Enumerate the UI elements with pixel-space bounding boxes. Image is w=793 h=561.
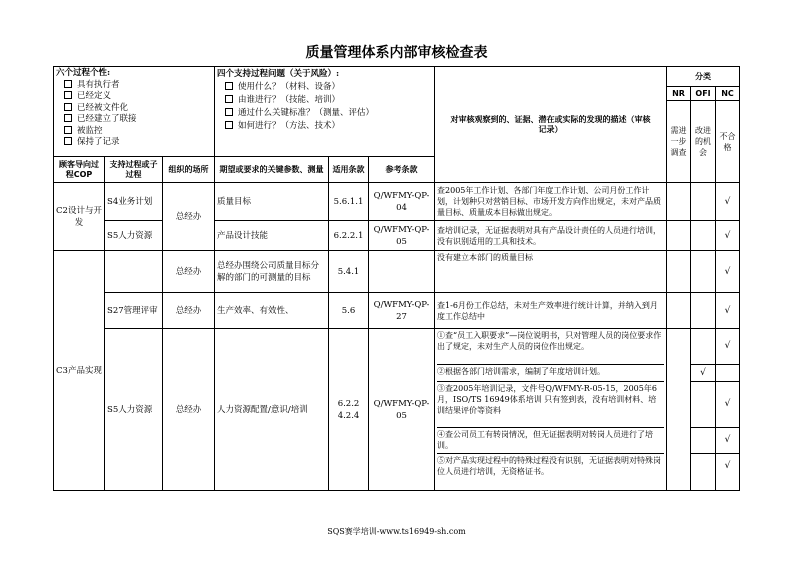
table-row	[54, 183, 740, 221]
col-support: 支持过程或子过程	[105, 157, 163, 183]
nc-mark: √	[716, 382, 739, 428]
cop-c3: C3产品实现	[54, 251, 105, 491]
six-process-title: 六个过程个性:	[56, 68, 111, 78]
org-cell: 总经办	[163, 293, 215, 329]
ref-cell: Q/WFMY-QP-05	[369, 329, 435, 491]
expect-cell: 质量目标	[215, 183, 329, 221]
checkbox-icon[interactable]	[225, 95, 233, 103]
nc-desc: 不合格	[716, 101, 740, 183]
checkbox-icon[interactable]	[225, 121, 233, 129]
four-support-title: 四个支持过程问题（关于风险）:	[217, 69, 340, 79]
clause-cell: 6.2.2 4.2.4	[329, 329, 369, 491]
checkbox-item: 通过什么关键标准？（测量、评估）	[217, 107, 432, 120]
ofi-desc: 改进的机会	[691, 101, 716, 183]
checkbox-icon[interactable]	[64, 126, 72, 134]
table-row	[54, 293, 740, 329]
expect-cell: 总经办围绕公司质量目标分解的部门的可测量的目标	[215, 251, 329, 293]
findings-header: 对审核观察到的、证据、潜在或实际的发现的描述（审核记录）	[435, 67, 667, 183]
support-s5: S5人力资源	[105, 329, 163, 491]
clause-cell: 5.4.1	[329, 251, 369, 293]
checkbox-icon[interactable]	[225, 82, 233, 90]
nc-column	[716, 329, 740, 491]
checkbox-item: 具有执行者	[56, 80, 212, 92]
expect-cell: 人力资源配置/意识/培训	[215, 329, 329, 491]
checkbox-item: 被监控	[56, 126, 212, 138]
clause-cell: 5.6.1.1	[329, 183, 369, 221]
finding-item: ②根据各部门培训需求，编制了年度培训计划。	[437, 365, 664, 382]
finding-item: ①查“员工入职要求”—岗位说明书，只对管理人员的岗位要求作出了规定，未对生产人员的岗位作出规定。	[437, 329, 664, 365]
four-support-cell	[215, 67, 435, 157]
col-cop: 顾客导向过程COP	[54, 157, 105, 183]
checkbox-item: 如何进行？（方法、技术）	[217, 120, 432, 133]
nc-mark: √	[716, 221, 740, 251]
expect-cell: 产品设计技能	[215, 221, 329, 251]
ofi-mark: √	[691, 365, 715, 382]
ofi-column	[691, 329, 716, 491]
ref-cell: Q/WFMY-QP-04	[369, 183, 435, 221]
finding-item: ③查2005年培训记录，文件号Q/WFMY-R-05-15，2005年6月，ISO/TS 16949体系培训 只有签到表，没有培训材料、培训结果评价等资料	[437, 382, 664, 428]
nc-mark: √	[716, 293, 740, 329]
ref-cell: Q/WFMY-QP-05	[369, 221, 435, 251]
col-expect: 期望或要求的关键参数、测量	[215, 157, 329, 183]
checkbox-item: 由谁进行？（技能、培训）	[217, 94, 432, 107]
checkbox-icon[interactable]	[64, 137, 72, 145]
clause-cell: 5.6	[329, 293, 369, 329]
checkbox-icon[interactable]	[64, 103, 72, 111]
ref-cell	[369, 251, 435, 293]
finding-item: ⑤对产品实现过程中的特殊过程没有识别，无证据表明对特殊岗位人员进行培训，无资格证书。	[437, 456, 662, 476]
support-s27: S27管理评审	[105, 293, 163, 329]
org-cell: 总经办	[163, 251, 215, 293]
ofi-header: OFI	[691, 87, 716, 101]
audit-checklist-table	[53, 66, 740, 491]
table-row	[54, 329, 740, 491]
finding-cell: 没有建立本部门的质量目标	[435, 251, 667, 293]
checkbox-item: 已经定义	[56, 91, 212, 103]
checkbox-item: 使用什么？（材料、设备）	[217, 81, 432, 94]
nc-mark: √	[724, 461, 731, 471]
six-process-cell	[54, 67, 215, 157]
nc-mark: √	[716, 428, 739, 454]
checkbox-icon[interactable]	[225, 108, 233, 116]
support-s4: S4业务计划	[105, 183, 163, 221]
checkbox-item: 保持了记录	[56, 137, 212, 149]
support-s5: S5人力资源	[105, 221, 163, 251]
finding-cell: 查培训记录，无证据表明对具有产品设计责任的人员进行培训，没有识别适用的工具和技术。	[435, 221, 667, 251]
org-cell: 总经办	[163, 183, 215, 251]
nc-header: NC	[716, 87, 740, 101]
ref-cell: Q/WFMY-QP-27	[369, 293, 435, 329]
expect-cell: 生产效率、有效性、	[215, 293, 329, 329]
checkbox-item: 已经建立了联接	[56, 114, 212, 126]
clause-cell: 6.2.2.1	[329, 221, 369, 251]
col-org: 组织的场所	[163, 157, 215, 183]
table-row	[54, 251, 740, 293]
checkbox-icon[interactable]	[64, 91, 72, 99]
footer-text: SQS赛学培训-www.ts16949-sh.com	[327, 527, 466, 536]
nr-header: NR	[667, 87, 691, 101]
col-ref: 参考条款	[369, 157, 435, 183]
finding-cell	[435, 329, 667, 491]
finding-item: ④查公司员工有转岗情况，但无证据表明对转岗人员进行了培训。	[437, 428, 664, 454]
checkbox-item: 已经被文件化	[56, 103, 212, 115]
category-header: 分类	[667, 67, 740, 87]
cop-c2: C2设计与开发	[54, 183, 105, 251]
nr-desc: 需进一步调查	[667, 101, 691, 183]
checkbox-icon[interactable]	[64, 80, 72, 88]
checkbox-icon[interactable]	[64, 114, 72, 122]
nc-mark: √	[716, 251, 740, 293]
nc-mark: √	[716, 183, 740, 221]
nc-mark: √	[716, 329, 739, 365]
col-clause: 适用条款	[329, 157, 369, 183]
page-title: 质量管理体系内部审核检查表	[305, 45, 488, 61]
finding-cell: 查2005年工作计划、各部门年度工作计划、公司月份工作计划，计划种只对营销目标、市场开发方向作出规定，未对产品质量目标、质量成本目标做出规定。	[435, 183, 667, 221]
table-row	[54, 221, 740, 251]
org-cell: 总经办	[163, 329, 215, 491]
finding-cell: 查1-6月份工作总结，未对生产效率进行统计计算，并纳入到月度工作总结中	[435, 293, 667, 329]
